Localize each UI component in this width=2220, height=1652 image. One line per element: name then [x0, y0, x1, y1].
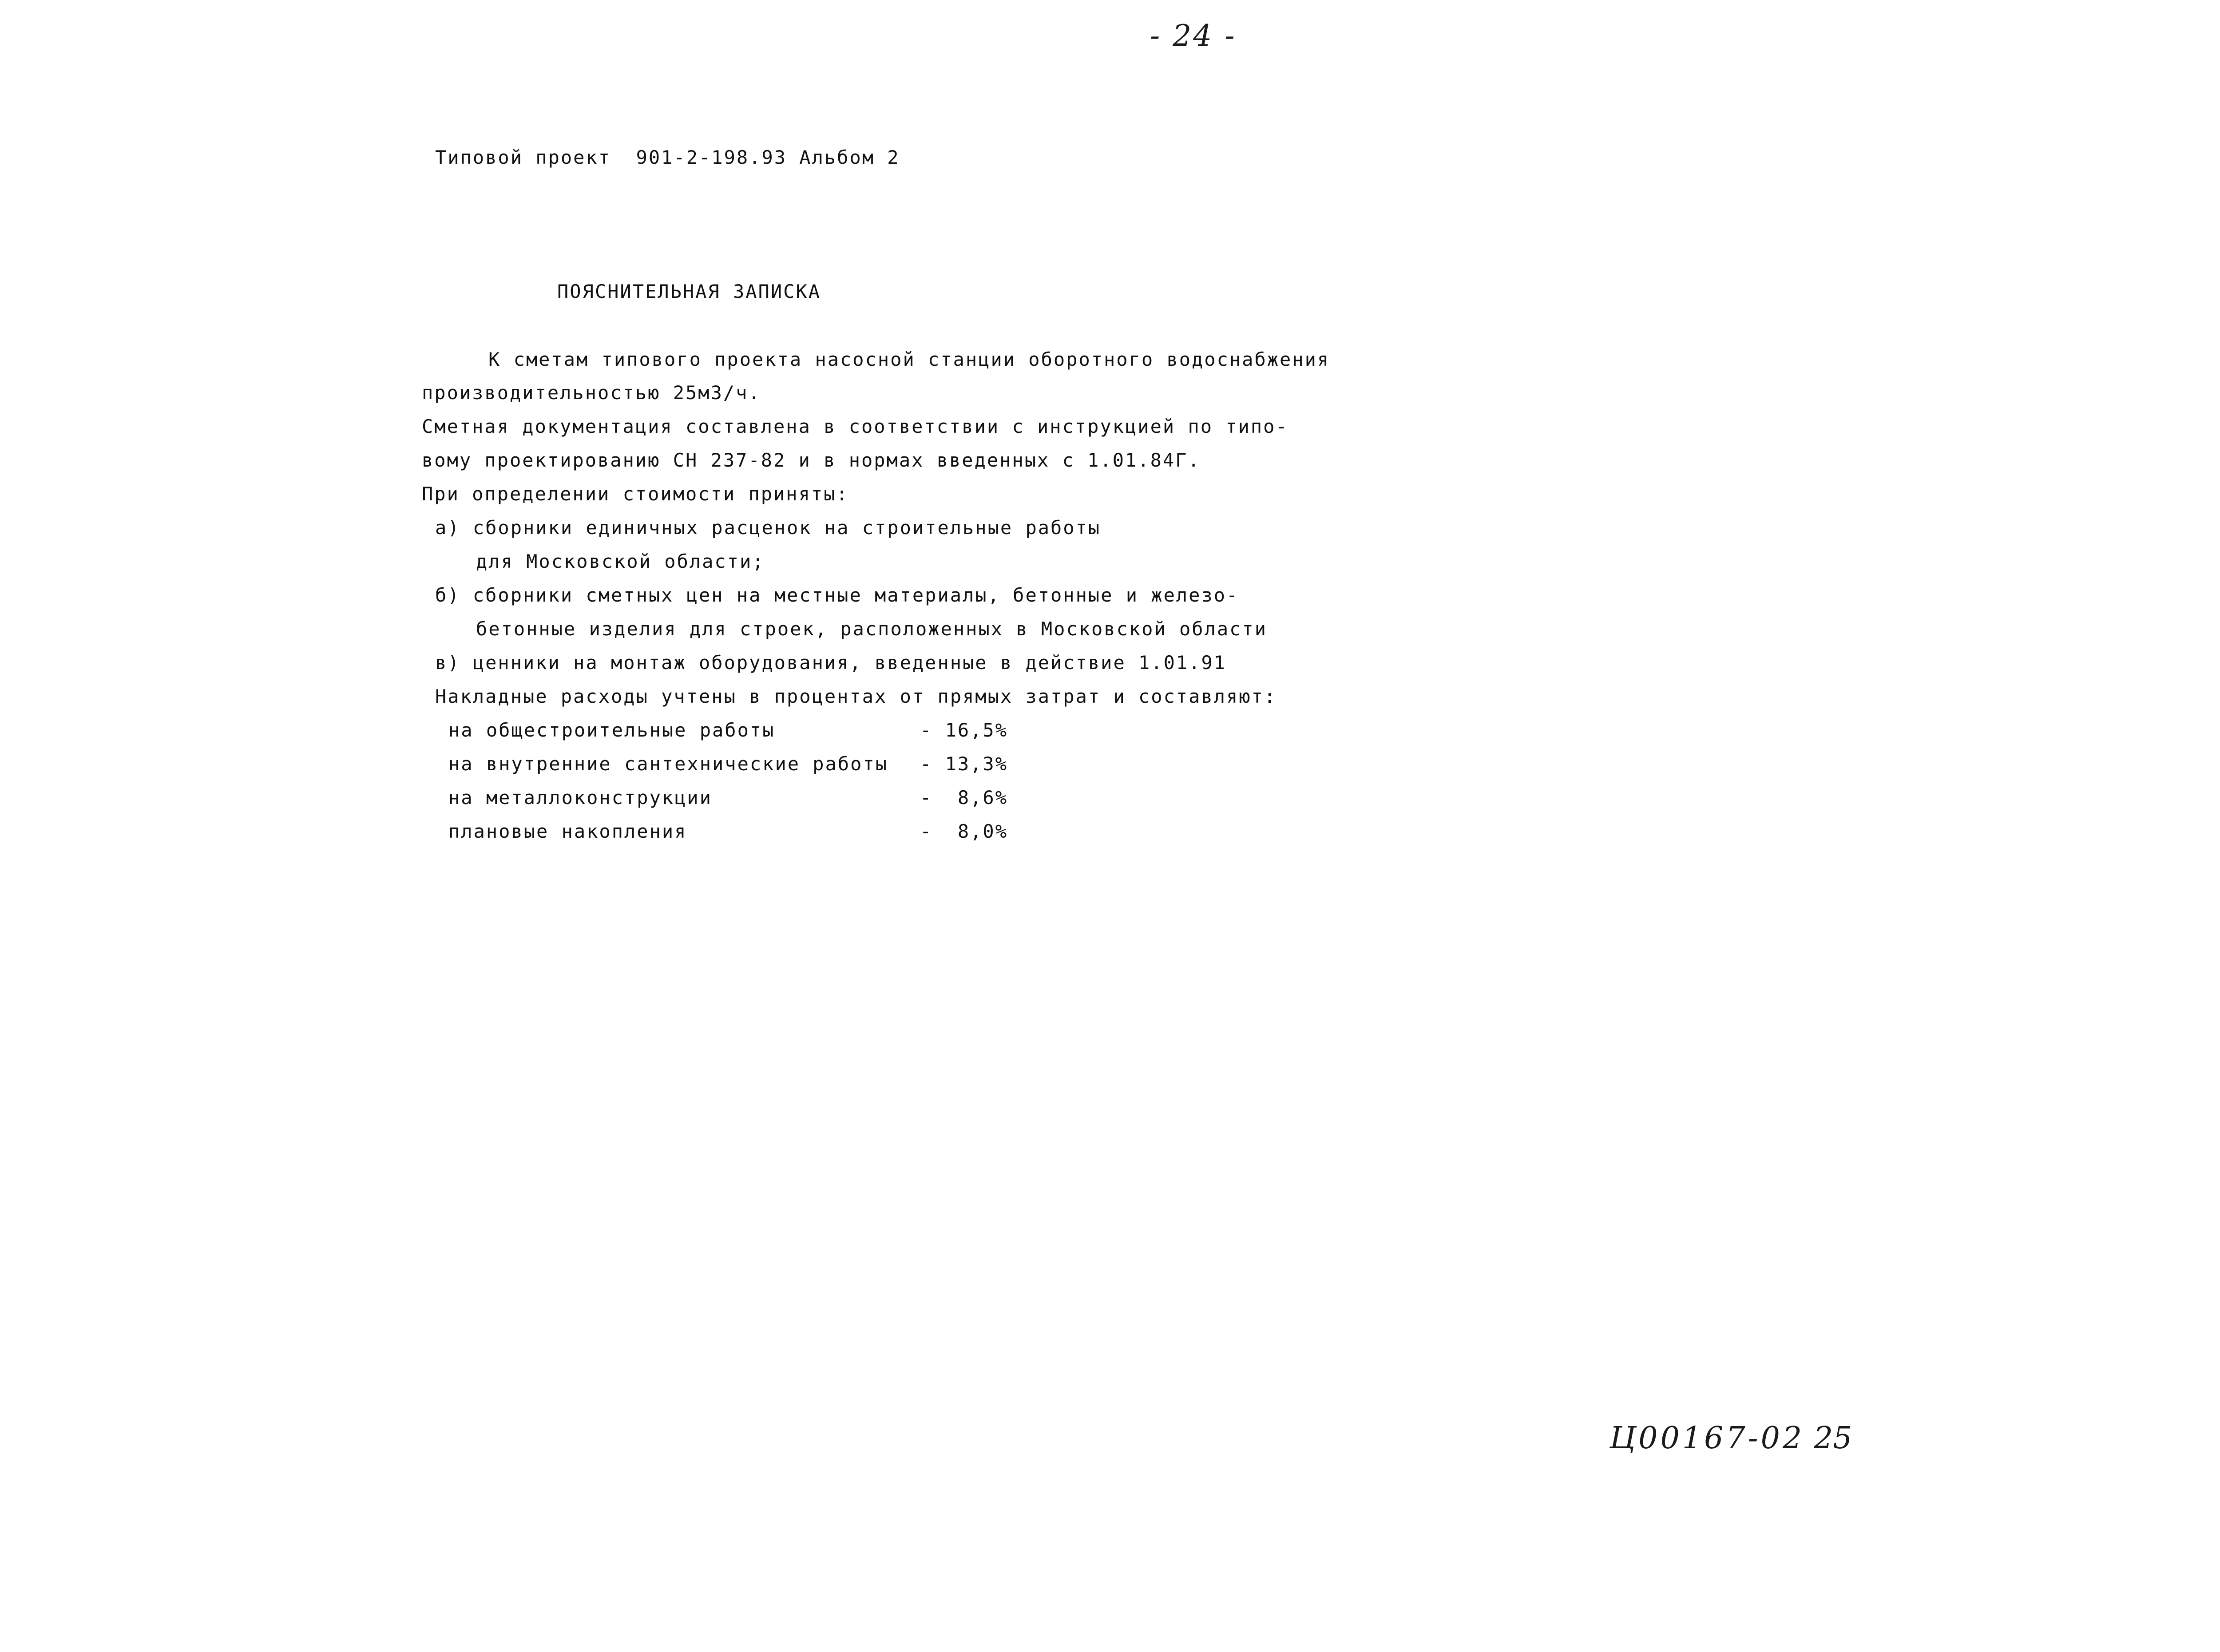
overhead-value: - 16,5% [920, 719, 1008, 741]
section-title: ПОЯСНИТЕЛЬНАЯ ЗАПИСКА [557, 281, 821, 302]
overhead-label: на металлоконструкции [448, 787, 713, 808]
archive-code: Ц00167-02 [1610, 1421, 1805, 1456]
paragraph-line: вому проектированию СН 237-82 и в нормах введенных с 1.01.84Г. [422, 449, 1201, 471]
sheet-number: 25 [1814, 1421, 1852, 1456]
list-item: бетонные изделия для строек, расположенных в Московской области [476, 618, 1268, 640]
paragraph-line: производительностью 25м3/ч. [422, 382, 761, 404]
overhead-intro: Накладные расходы учтены в процентах от прямых затрат и составляют: [435, 685, 1277, 707]
list-item: а) сборники единичных расценок на строительные работы [435, 517, 1101, 539]
list-item: в) ценники на монтаж оборудования, введенные в действие 1.01.91 [435, 652, 1227, 673]
project-header: Типовой проект 901-2-198.93 Альбом 2 [435, 147, 900, 168]
overhead-value: - 8,0% [920, 820, 1008, 842]
paragraph-line: При определении стоимости приняты: [422, 483, 849, 505]
overhead-label: плановые накопления [448, 820, 687, 842]
paragraph-line: К сметам типового проекта насосной станции оборотного водоснабжения [488, 349, 1330, 370]
overhead-label: на общестроительные работы [448, 719, 775, 741]
overhead-label: на внутренние сантехнические работы [448, 753, 888, 775]
overhead-value: - 8,6% [920, 787, 1008, 808]
list-item: б) сборники сметных цен на местные материалы, бетонные и железо- [435, 584, 1239, 606]
list-item: для Московской области; [476, 551, 765, 572]
overhead-value: - 13,3% [920, 753, 1008, 775]
paragraph-line: Сметная документация составлена в соответствии с инструкцией по типо- [422, 416, 1288, 437]
page-number: - 24 - [1150, 19, 1237, 53]
